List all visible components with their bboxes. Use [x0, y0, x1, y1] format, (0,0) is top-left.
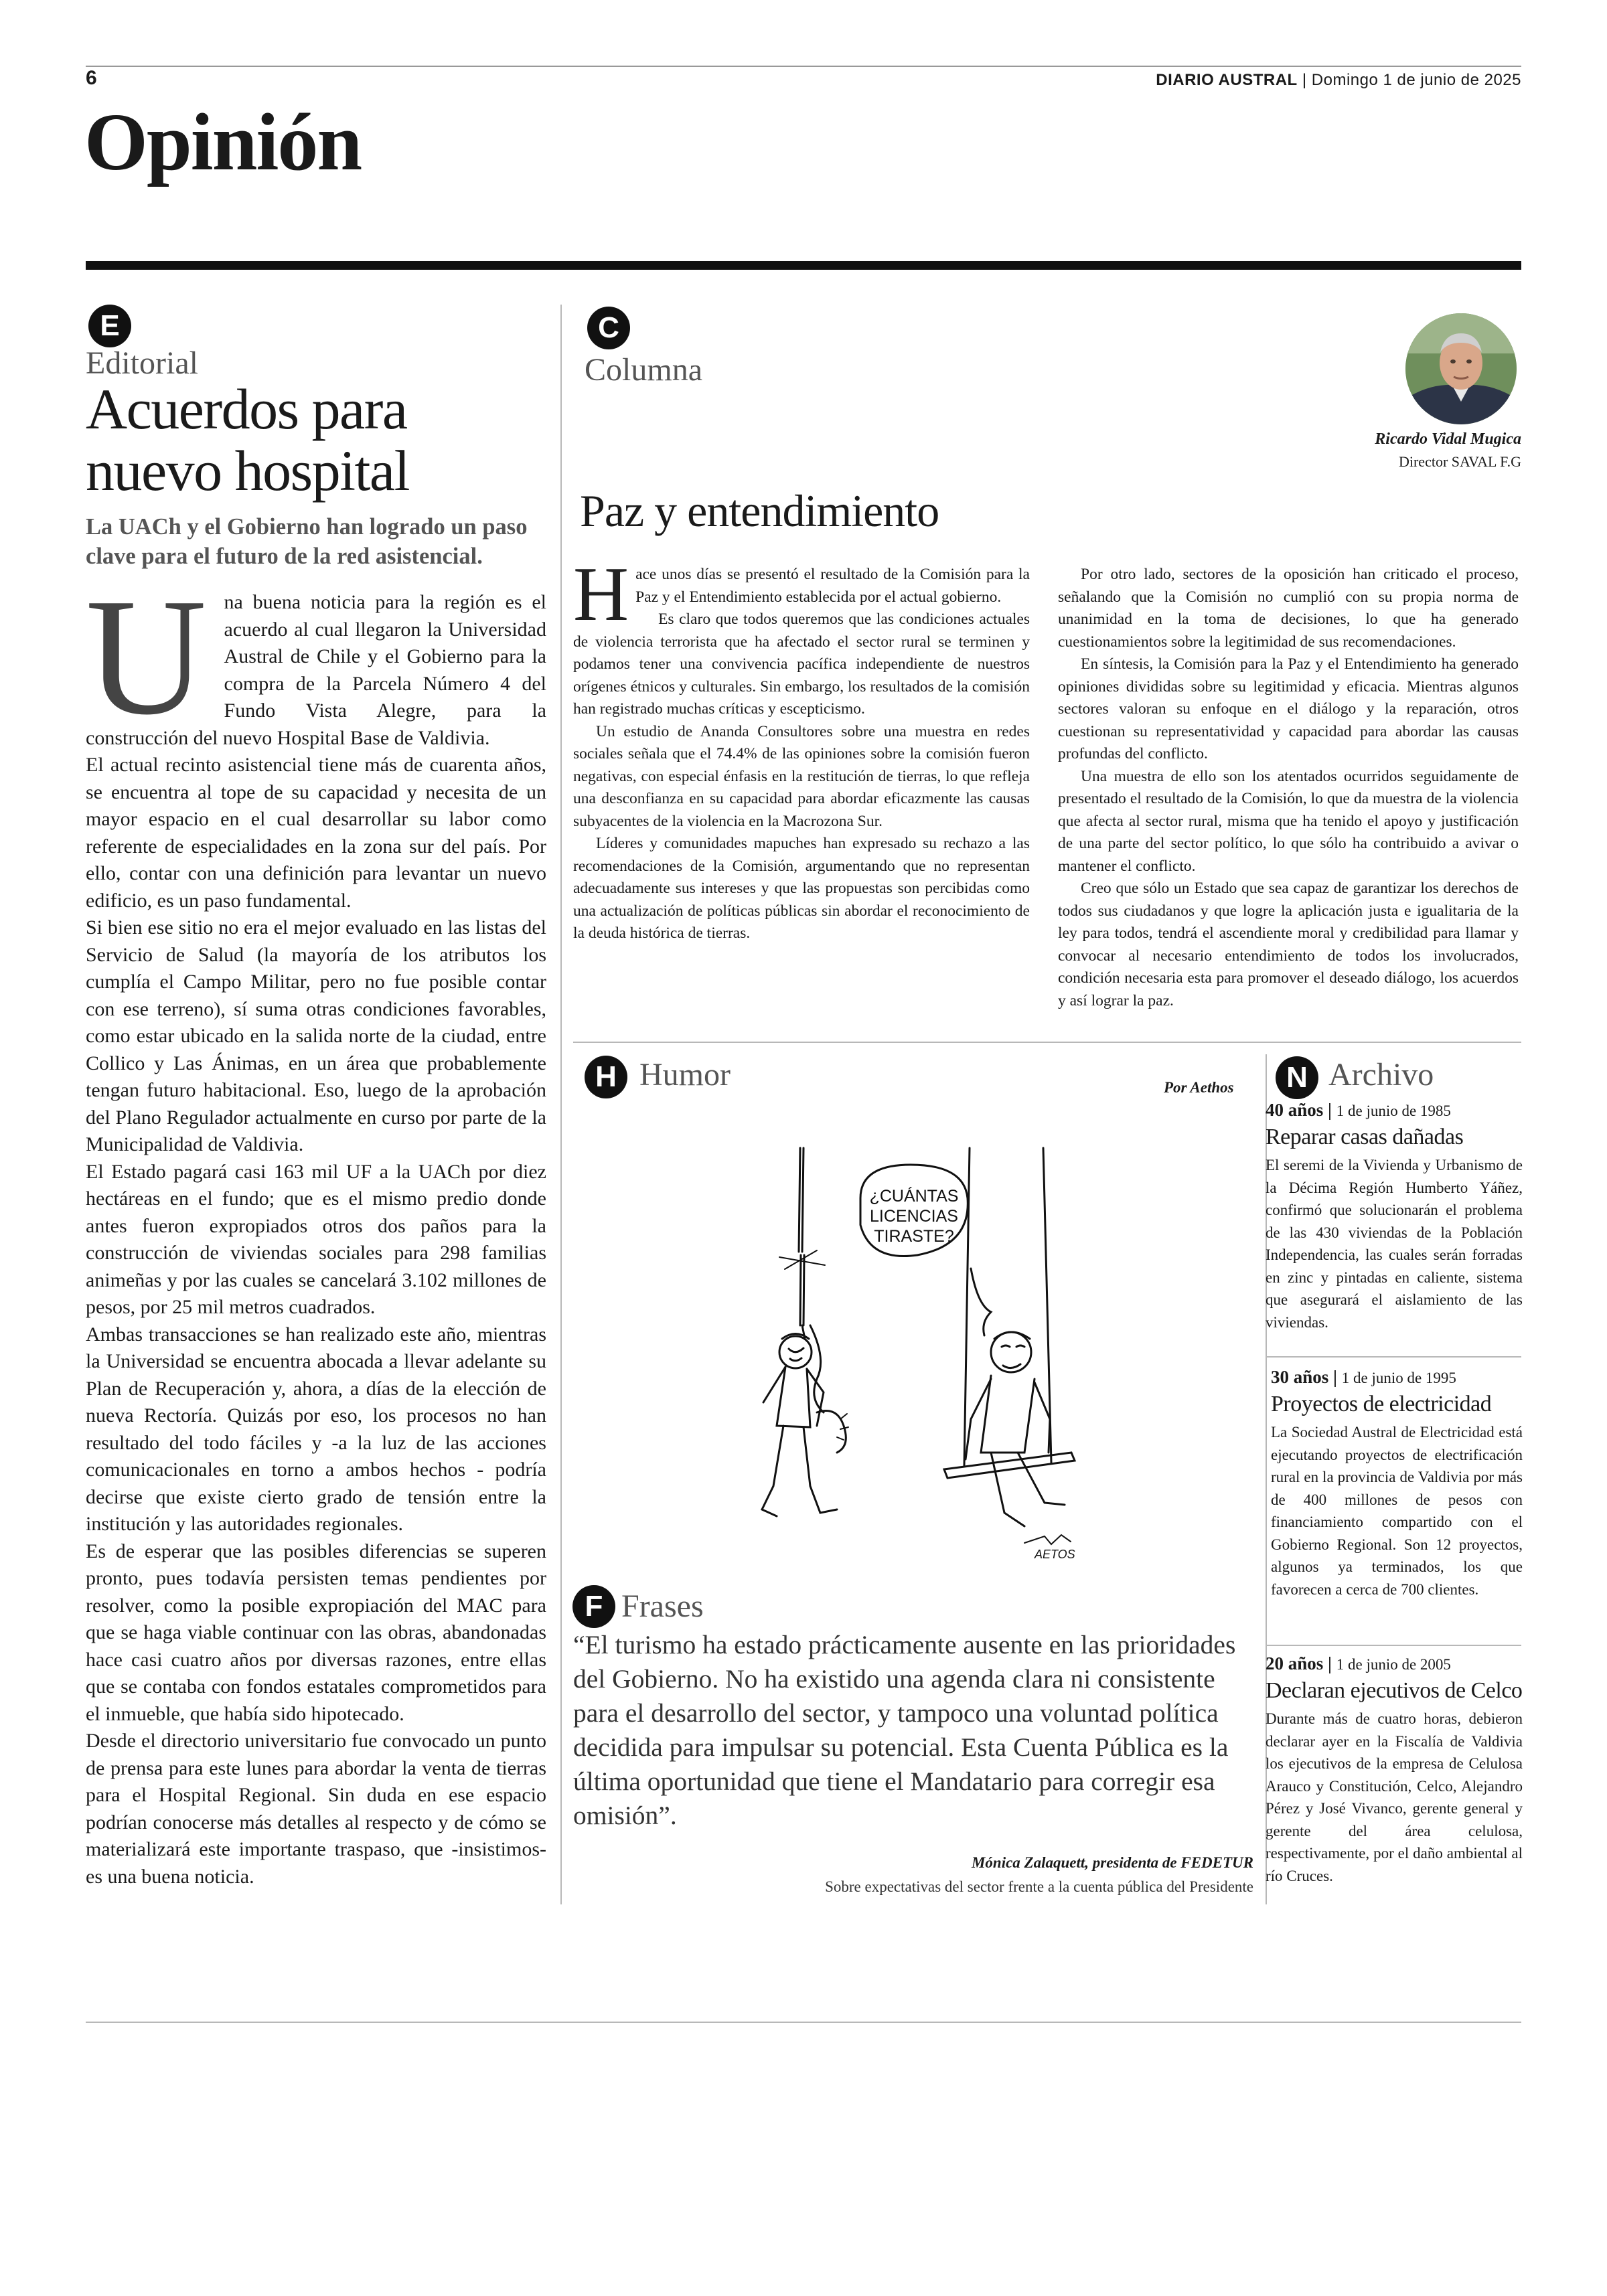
- archive-badge: N: [1276, 1056, 1318, 1099]
- archive-entry-heading: 20 años | 1 de junio de 2005: [1266, 1653, 1451, 1673]
- bubble-line3: TIRASTE?: [874, 1227, 954, 1246]
- archive-years: 20 años: [1266, 1653, 1324, 1673]
- column-dropcap: H: [573, 552, 629, 637]
- editorial-paragraph: El Estado pagará casi 163 mil UF a la UACh por diez hectáreas en el fundo; que es el mismo predio donde antes fueron expropiados otros dos paños para la construcción de viviendas sociales para 298 familias animeñas y por las cuales se cancelará 3.102 millones de pesos, por 25 mil metros cuadrados.: [86, 1160, 546, 1318]
- bottom-rule: [86, 2022, 1521, 2023]
- column-paragraph: Es claro que todos queremos que las condiciones actuales de violencia terrorista que ha afectado el sector rural se terminen y podamos tener una convivencia pacífica independiente de nuestros orígenes étnicos y culturales. Sin embargo, los resultados de la comisión han registrado muchas críticas y escepticismo.: [573, 610, 1030, 718]
- author-role: Director SAVAL F.G: [1398, 453, 1521, 470]
- column-badge: C: [587, 307, 630, 349]
- column-paragraph: Un estudio de Ananda Consultores sobre una muestra en redes sociales señala que el 74.4% de las opiniones sobre la comisión fueron negativas, con especial énfasis en la restitución de tierras, lo que refleja una desconfianza en su capacidad para abordar eficazmente las causas subyacentes de la violencia en la Macrozona Sur.: [573, 722, 1030, 830]
- author-photo: [1405, 313, 1517, 424]
- editorial-paragraph: Desde el directorio universitario fue convocado un punto de prensa para este lunes para abordar la venta de tierras para el Hospital Regional. Sin duda en ese espacio podrían conocerse más detalles al respecto y de cómo se materializará este importante traspaso, que -insistimos- es una buena noticia.: [86, 1730, 546, 1888]
- cartoon: [710, 1138, 1125, 1580]
- column-text-right: [1058, 564, 1519, 1012]
- archive-entry-heading: 40 años | 1 de junio de 1985: [1266, 1100, 1451, 1120]
- editorial-body: [86, 564, 546, 1890]
- editorial-paragraph: El actual recinto asistencial tiene más de cuarenta años, se encuentra al tope de su capacidad y necesita de un mayor espacio en el cual desarrollar su labor como referente de especialidades en la zona sur del país. Por ello, contar con una definición para levantar un nuevo edificio, es un paso fundamental.: [86, 754, 546, 912]
- column-paragraph: Por otro lado, sectores de la oposición han criticado el proceso, señalando que la Comisión no cumplió con su propia norma de unanimidad en la toma de decisiones, lo que ha generado cuestionamientos sobre la legitimidad de sus recomendaciones.: [1058, 566, 1519, 651]
- humor-byline: Por Aethos: [1164, 1079, 1234, 1096]
- column-paragraph: ace unos días se presentó el resultado de la Comisión para la Paz y el Entendimiento establecida por el actual gobierno.: [635, 566, 1030, 606]
- archive-separator: [1266, 1356, 1521, 1358]
- section-thick-rule: [86, 261, 1521, 270]
- top-rule: [86, 66, 1521, 67]
- editorial-kicker: Editorial: [86, 345, 198, 381]
- editorial-title: [86, 378, 409, 501]
- archive-entry: [1266, 1100, 1523, 1333]
- editorial-dropcap: U: [86, 564, 207, 750]
- archive-date: 1 de junio de 1995: [1341, 1370, 1456, 1386]
- editorial-title-line1: Acuerdos para: [86, 377, 407, 441]
- archive-title: Reparar casas dañadas: [1266, 1125, 1464, 1149]
- frases-kicker: Frases: [621, 1588, 704, 1624]
- archive-text: El seremi de la Vivienda y Urbanismo de la Décima Región Humberto Yáñez, confirmó que solucionarán el problema de las 430 viviendas de la Población Independencia, las cuales serán forradas en zinc y pintadas en caliente, sistema que asegurará el aislamiento de las viviendas.: [1266, 1157, 1523, 1331]
- archive-years: 30 años: [1271, 1367, 1329, 1387]
- archive-entry: [1266, 1653, 1523, 1887]
- editorial-column-divider: [560, 305, 562, 1904]
- humor-kicker: Humor: [639, 1057, 731, 1092]
- editorial-paragraph: Ambas transacciones se han realizado este año, mientras la Universidad se encuentra abocada a llevar adelante su Plan de Recuperación y, ahora, a días de la elección de nueva Rectoría. Quizás por eso, los procesos no han resultado del todo fáciles y -a la luz de las acciones comunicacionales en torno a ambos hechos - podría decirse que existe cierto grado de tensión entre la institución y las autoridades regionales.: [86, 1323, 546, 1535]
- editorial-subtitle: La UACh y el Gobierno han logrado un paso clave para el futuro de la red asistencial.: [86, 514, 528, 569]
- cartoon-signature: AETOS: [1035, 1548, 1075, 1561]
- frases-quote: “El turismo ha estado prácticamente ausente en las prioridades del Gobierno. No ha existido una agenda clara ni consistente para el desarrollo del sector, y tampoco una voluntad política decidida para impulsar su potencial. Esta Cuenta Pública es la última oportunidad que tiene el Mandatario para corregir esa omisión”.: [573, 1630, 1236, 1830]
- frases-badge: F: [572, 1585, 615, 1628]
- frases-author: Mónica Zalaquett, presidenta de FEDETUR: [971, 1854, 1253, 1871]
- editorial-title-line2: nuevo hospital: [86, 438, 409, 503]
- author-name: Ricardo Vidal Mugica: [1375, 430, 1521, 448]
- column-kicker: Columna: [585, 352, 702, 388]
- column-paragraph: Una muestra de ello son los atentados ocurridos seguidamente de presentado el resultado de la Comisión, lo que da muestra de la violencia que afecta al sector rural, misma que ha tenido el apoyo y justificación de una parte del sector político, lo que sólo ha contribuido a avivar o mantener el conflicto.: [1058, 767, 1519, 875]
- section-title: Opinión: [84, 97, 362, 187]
- archive-entry-heading: 30 años | 1 de junio de 1995: [1271, 1367, 1456, 1387]
- issue-date: Domingo 1 de junio de 2025: [1311, 71, 1521, 89]
- masthead: DIARIO AUSTRAL | Domingo 1 de junio de 2025: [1156, 71, 1521, 89]
- cartoon-drawing: [710, 1138, 1125, 1580]
- archive-kicker: Archivo: [1328, 1057, 1434, 1092]
- frases-context: Sobre expectativas del sector frente a la cuenta pública del Presidente: [825, 1878, 1253, 1895]
- column-paragraph: En síntesis, la Comisión para la Paz y el Entendimiento ha generado opiniones divididas sobre su legitimidad y eficacia. Mientras algunos sectores valoran su enfoque en el diálogo y la reparación, otros cuestionan su representatividad y capacidad para abordar las causas profundas del conflicto.: [1058, 655, 1519, 762]
- archive-entry: [1271, 1367, 1523, 1601]
- editorial-paragraph: Si bien ese sitio no era el mejor evaluado en las listas del Servicio de Salud (la mayoría de los atributos los cumplía el Campo Militar, pero no fue posible contar con ese terreno), sí suma otras condiciones favorables, como estar ubicado en la salida norte de la ciudad, entre Collico y Las Ánimas, en un área que probablemente tengan futuro habitacional. Eso, luego de la aprobación del Plano Regulador actualmente en curso por parte de la Municipalidad de Valdivia.: [86, 916, 546, 1155]
- column-paragraph: Líderes y comunidades mapuches han expresado su rechazo a las recomendaciones de la Comisión, argumentando que no representan adecuadamente sus intereses y que las propuestas son percibidas como una actualización de políticas públicas sin abordar el reconocimiento de la deuda histórica de tierras.: [573, 835, 1030, 942]
- column-paragraph: Creo que sólo un Estado que sea capaz de garantizar los derechos de todos sus ciudadanos y que logre la aplicación justa e igualitaria de la ley para todos, tendrá el ascendiente moral y credibilidad para llamar y convocar al necesario entendimiento de todos los involucrados, condición necesaria esta para promover el deseado diálogo, los acuerdos y así lograr la paz.: [1058, 880, 1519, 1009]
- archive-text: Durante más de cuatro horas, debieron declarar ayer en la Fiscalía de Valdivia los ejecutivos de la empresa de Celulosa Arauco y Constitución, Celco, Alejandro Pérez y José Vivanco, gerente general y gerente del área celulosa, respectivamente, por el daño ambiental al río Cruces.: [1266, 1710, 1523, 1884]
- page-number: 6: [86, 67, 97, 89]
- humor-badge: H: [585, 1056, 627, 1098]
- column-text-left: [573, 552, 1030, 945]
- archive-title: Proyectos de electricidad: [1271, 1392, 1492, 1416]
- archive-date: 1 de junio de 1985: [1336, 1102, 1451, 1119]
- archive-date: 1 de junio de 2005: [1336, 1656, 1451, 1673]
- bubble-line1: ¿CUÁNTAS: [869, 1187, 959, 1206]
- archive-separator: [1266, 1645, 1521, 1646]
- column-title: Paz y entendimiento: [580, 485, 939, 536]
- author-avatar: [1405, 313, 1517, 424]
- archive-text: La Sociedad Austral de Electricidad está ejecutando proyectos de electrificación rural en la provincia de Valdivia por más de 400 millones de pesos con financiamiento compartido con el Gobierno Regional. Son 12 proyectos, algunos ya terminados, los que favorecen a cerca de 700 clientes.: [1271, 1424, 1523, 1598]
- editorial-paragraph: na buena noticia para la región es el acuerdo al cual llegaron la Universidad Austral de Chile y el Gobierno para la compra de la Parcela Número 4 del Fundo Vista Alegre, para la construcción del nuevo Hospital Base de Valdivia.: [86, 591, 546, 749]
- bubble-line2: LICENCIAS: [870, 1207, 958, 1226]
- archive-years: 40 años: [1266, 1100, 1324, 1120]
- archive-title: Declaran ejecutivos de Celco: [1266, 1678, 1523, 1703]
- column-bottom-rule: [573, 1042, 1521, 1043]
- paper-name: DIARIO AUSTRAL: [1156, 71, 1298, 89]
- editorial-paragraph: Es de esperar que las posibles diferencias se superen pronto, pues todavía persisten temas pendientes por resolver, como la posible expropiación del MAC para que se haga viable continuar con las obras, abandonadas hace casi cuatro años por diversas razones, entre ellas que se contaba con fondos estatales comprometidos para el inmueble, que había sido hipotecado.: [86, 1540, 546, 1725]
- editorial-badge: E: [88, 305, 131, 347]
